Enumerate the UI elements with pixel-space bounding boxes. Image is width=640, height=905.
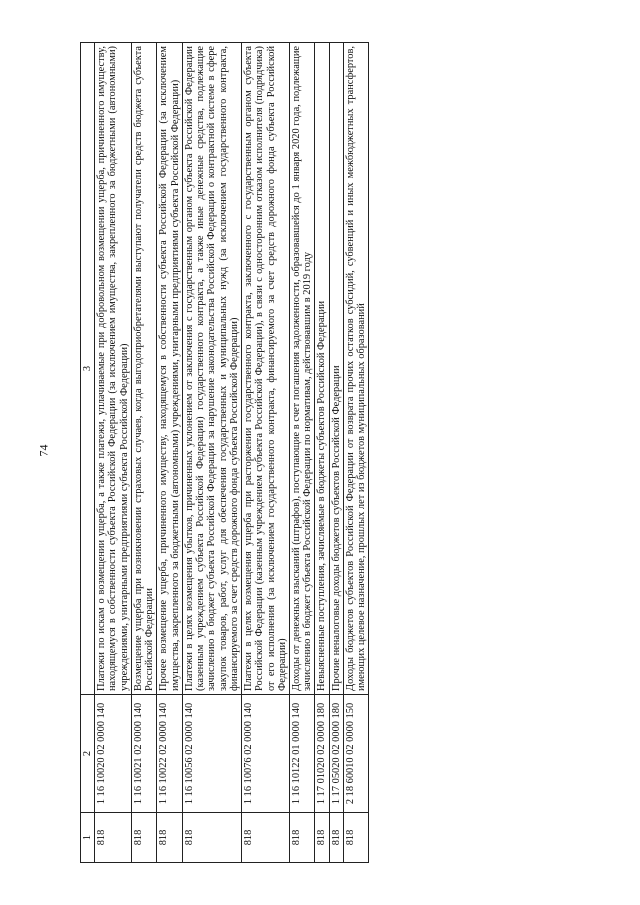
admin-code-cell: 818	[315, 813, 329, 863]
table-row	[95, 43, 132, 863]
description-cell: Прочее возмещение ущерба, причиненного имуществу, находящемуся в собственности субъекта Российской Федерации (за исключением имущества, закрепленного за бюджетными (автономными) учреждениями, унитарными предприятиями субъекта Российской Федерации)	[157, 43, 182, 695]
revenue-code-cell: 1 16 10021 02 0000 140	[131, 695, 156, 813]
header-row	[81, 43, 95, 863]
table-row	[131, 43, 156, 863]
table-row	[289, 43, 314, 863]
description-cell: Доходы от денежных взысканий (штрафов), поступающие в счет погашения задолженности, образовавшейся до 1 января 2020 года, подлежащие зачислению в бюджет субъекта Российской Федерации по нормативам, действовавшим в 2019 году	[289, 43, 314, 695]
revenue-code-cell: 1 16 10122 01 0000 140	[289, 695, 314, 813]
revenue-code-cell: 1 16 10020 02 0000 140	[95, 695, 132, 813]
admin-code-cell: 818	[157, 813, 182, 863]
admin-code-cell: 818	[182, 813, 241, 863]
admin-code-cell: 818	[242, 813, 290, 863]
admin-code-cell: 818	[131, 813, 156, 863]
page-number: 74	[36, 444, 51, 457]
revenue-code-cell: 2 18 60010 02 0000 150	[343, 695, 368, 813]
revenue-code-cell: 1 17 01020 02 0000 180	[315, 695, 329, 813]
revenue-classification-table	[80, 42, 369, 863]
table-row	[182, 43, 241, 863]
table-row	[343, 43, 368, 863]
rotated-table-container	[80, 43, 560, 863]
table-row	[315, 43, 329, 863]
description-cell: Платежи в целях возмещения ущерба при расторжении государственного контракта, заключенного с государственным органом субъекта Российской Федерации (казенным учреждением субъекта Российской Федерации), в связи с односторонним отказом исполнителя (подрядчика) от его исполнения (за исключением государственного контракта, финансируемого за счет средств дорожного фонда субъекта Российской Федерации)	[242, 43, 290, 695]
description-cell: Прочие неналоговые доходы бюджетов субъектов Российской Федерации	[329, 43, 343, 695]
admin-code-cell: 818	[289, 813, 314, 863]
description-cell: Платежи в целях возмещения убытков, причиненных уклонением от заключения с государственным органом субъекта Российской Федерации (казенным учреждением субъекта Российской Федерации) государственного контракта, а также иные денежные средства, подлежащие зачислению в бюджет субъекта Российской Федерации за нарушение законодательства Российской Федерации о контрактной системе в сфере закупок товаров, работ, услуг для обеспечения государственных и муниципальных нужд (за исключением государственного контракта, финансируемого за счет средств дорожного фонда субъекта Российской Федерации)	[182, 43, 241, 695]
admin-code-cell: 818	[329, 813, 343, 863]
table-body	[95, 43, 369, 863]
table-row	[242, 43, 290, 863]
description-cell: Невыясненные поступления, зачисляемые в бюджеты субъектов Российской Федерации	[315, 43, 329, 695]
revenue-code-cell: 1 17 05020 02 0000 180	[329, 695, 343, 813]
table-row	[157, 43, 182, 863]
revenue-code-cell: 1 16 10076 02 0000 140	[242, 695, 290, 813]
revenue-code-cell: 1 16 10056 02 0000 140	[182, 695, 241, 813]
column-header-3: 3	[81, 43, 95, 695]
description-cell: Возмещение ущерба при возникновении страховых случаев, когда выгодоприобретателями выступают получатели средств бюджета субъекта Российской Федерации	[131, 43, 156, 695]
admin-code-cell: 818	[95, 813, 132, 863]
admin-code-cell: 818	[343, 813, 368, 863]
description-cell: Доходы бюджетов субъектов Российской Федерации от возврата прочих остатков субсидий, субвенций и иных межбюджетных трансфертов, имеющих целевое назначение, прошлых лет из бюджетов муниципальных образований	[343, 43, 368, 695]
table-row	[329, 43, 343, 863]
description-cell: Платежи по искам о возмещении ущерба, а также платежи, уплачиваемые при добровольном возмещении ущерба, причиненного имуществу, находящемуся в собственности субъекта Российской Федерации (за исключением имущества, закрепленного за бюджетными (автономными) учреждениями, унитарными предприятиями субъекта Российской Федерации)	[95, 43, 132, 695]
column-header-2: 2	[81, 695, 95, 813]
column-header-1: 1	[81, 813, 95, 863]
revenue-code-cell: 1 16 10022 02 0000 140	[157, 695, 182, 813]
table-header	[81, 43, 95, 863]
